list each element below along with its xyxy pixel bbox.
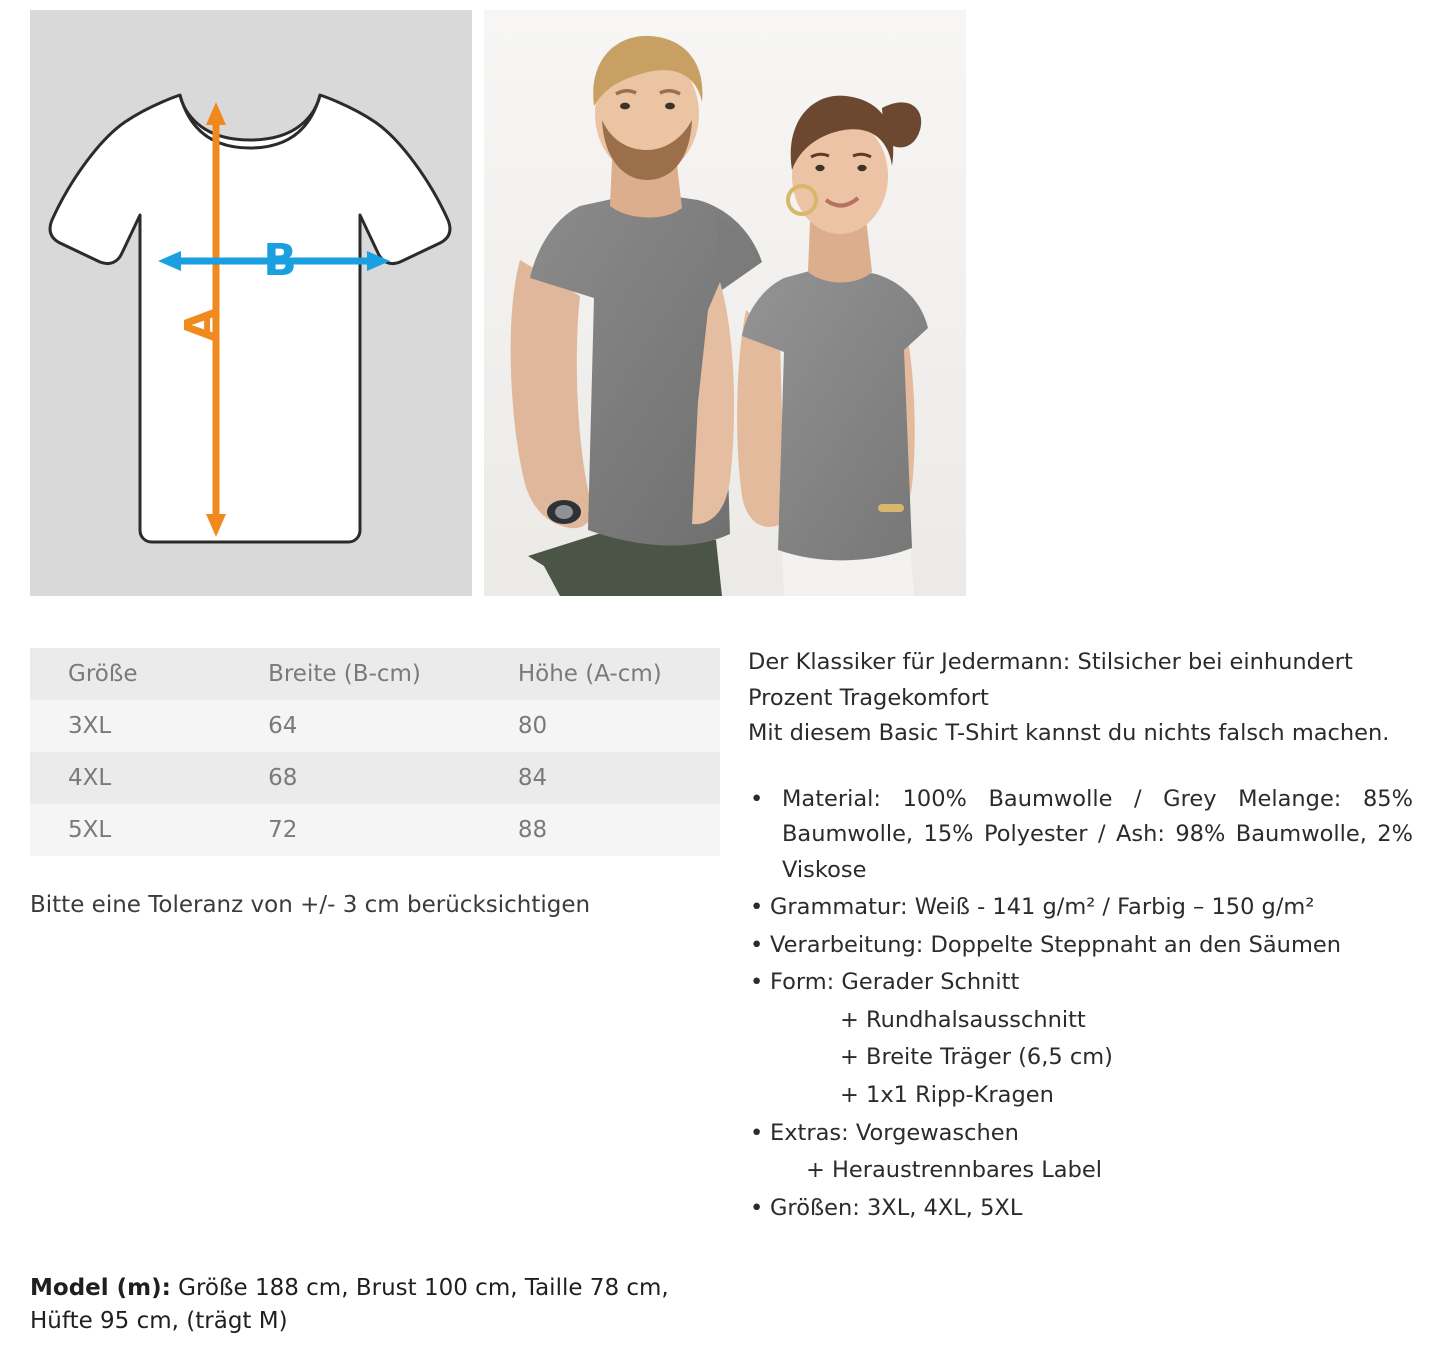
cell-height: 84 <box>517 765 548 791</box>
svg-text:B: B <box>263 235 297 286</box>
table-row <box>30 804 720 856</box>
cell-size: 3XL <box>68 713 112 739</box>
list-item-extras: • Extras: Vorgewaschen <box>748 1116 1413 1152</box>
cell-width: 72 <box>268 817 298 843</box>
list-item-material: • Material: 100% Baumwolle / Grey Melange: 85% Baumwolle, 15% Polyester / Ash: 98% Baumwolle, 2% Viskose <box>748 782 1413 889</box>
cell-size: 4XL <box>68 765 112 791</box>
list-item-form: • Form: Gerader Schnitt <box>748 965 1413 1001</box>
feature-list <box>748 782 1413 1227</box>
cell-height: 88 <box>517 817 548 843</box>
product-images-row <box>0 0 1445 612</box>
cell-width: 68 <box>268 765 298 791</box>
model-info <box>30 1272 730 1337</box>
cell-height: 80 <box>517 713 548 739</box>
cell-size: 5XL <box>68 817 112 843</box>
product-description <box>748 645 1413 1228</box>
description-spacer <box>748 752 1413 782</box>
table-header-row <box>30 648 720 700</box>
list-item-verarbeitung: • Verarbeitung: Doppelte Steppnaht an den Säumen <box>748 928 1413 964</box>
cell-width: 64 <box>268 713 298 739</box>
description-headline: Der Klassiker für Jedermann: Stilsicher bei einhundert Prozent Tragekomfort <box>748 649 1353 711</box>
description-subline: Mit diesem Basic T-Shirt kannst du nichts falsch machen. <box>748 720 1390 747</box>
svg-text:A: A <box>176 307 227 343</box>
model-info-label: Model (m): <box>30 1275 171 1301</box>
shirt-measurement-diagram <box>30 10 472 596</box>
header-size: Größe <box>68 661 138 687</box>
list-item-groessen: • Größen: 3XL, 4XL, 5XL <box>748 1191 1413 1227</box>
list-item-ripp-kragen: + 1x1 Ripp-Kragen <box>840 1082 1054 1109</box>
list-item-label: + Heraustrennbares Label <box>806 1157 1102 1184</box>
header-width: Breite (B-cm) <box>268 661 421 687</box>
header-height: Höhe (A-cm) <box>517 661 662 687</box>
models-photo <box>484 10 966 596</box>
size-table <box>30 648 720 856</box>
list-item-rundhalsausschnitt: + Rundhalsausschnitt <box>840 1006 1086 1033</box>
table-row <box>30 700 720 752</box>
model-info-text: Größe 188 cm, Brust 100 cm, Taille 78 cm, Hüfte 95 cm, (trägt M) <box>30 1275 669 1334</box>
table-row <box>30 752 720 804</box>
list-item-grammatur: • Grammatur: Weiß - 141 g/m² / Farbig – 150 g/m² <box>748 890 1413 926</box>
tolerance-note: Bitte eine Toleranz von +/- 3 cm berücksichtigen <box>30 892 591 918</box>
list-item-breite-traeger: + Breite Träger (6,5 cm) <box>840 1044 1113 1071</box>
